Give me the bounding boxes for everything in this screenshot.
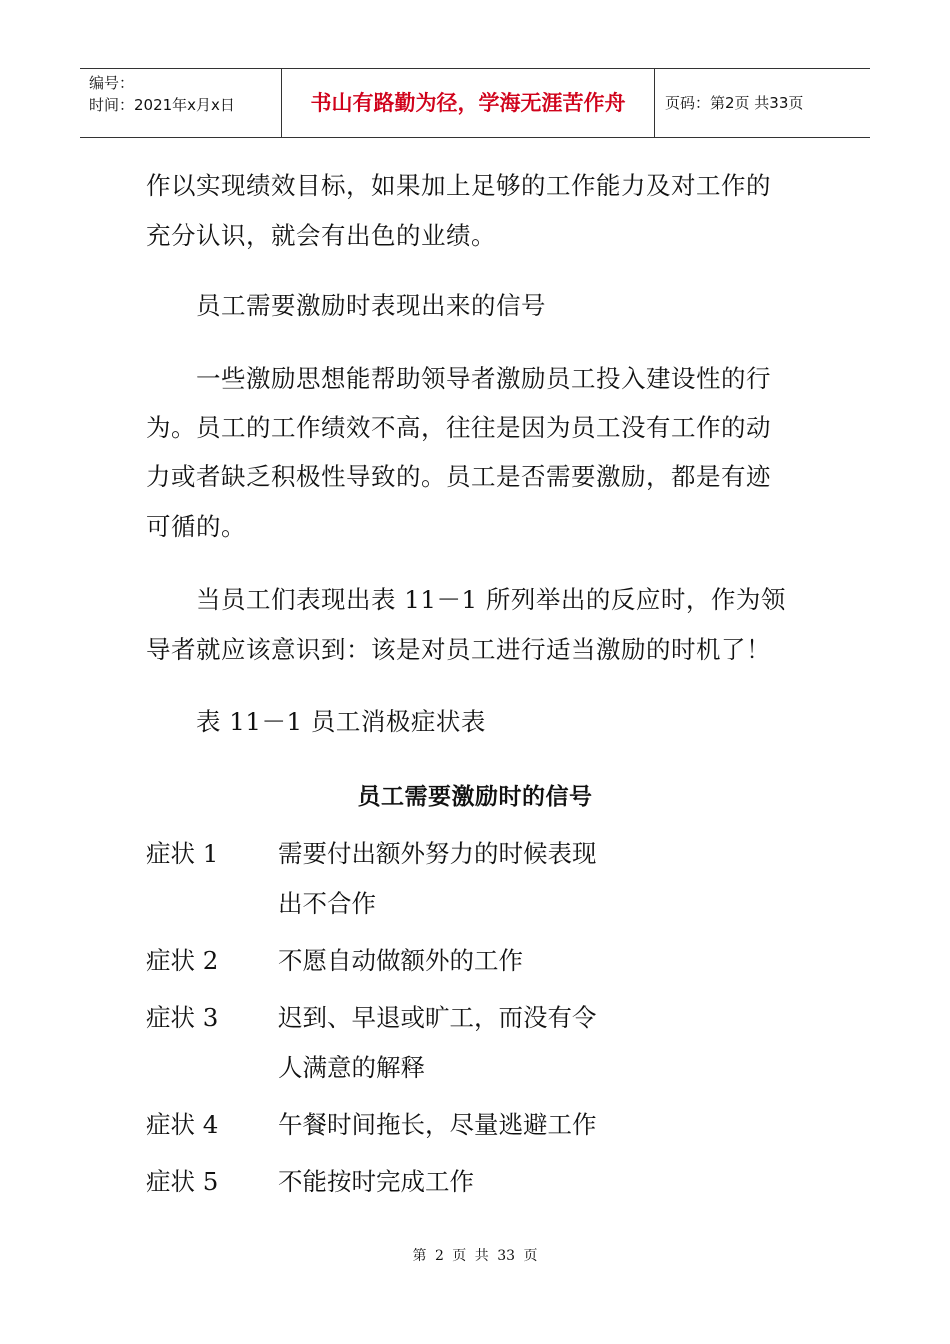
header-meta-cell bbox=[80, 69, 281, 137]
body-line: 充分认识，就会有出色的业绩。 bbox=[146, 221, 496, 250]
page-footer: 第 2 页 共 33 页 bbox=[412, 1248, 538, 1264]
section-heading: 员工需要激励时表现出来的信号 bbox=[196, 291, 546, 320]
body-line: 力或者缺乏积极性导致的。员工是否需要激励，都是有迹 bbox=[146, 462, 771, 491]
symptom-text: 不愿自动做额外的工作 bbox=[278, 946, 523, 975]
table-caption: 表 11－1 员工消极症状表 bbox=[196, 707, 486, 736]
body-line: 一些激励思想能帮助领导者激励员工投入建设性的行 bbox=[196, 364, 771, 393]
header-number-label: 编号： bbox=[89, 74, 135, 92]
symptom-text: 迟到、早退或旷工，而没有令 bbox=[278, 1003, 597, 1032]
table-title: 员工需要激励时的信号 bbox=[357, 784, 593, 810]
body-line: 当员工们表现出表 11－1 所列举出的反应时，作为领 bbox=[196, 585, 786, 614]
symptom-label: 症状 5 bbox=[146, 1167, 219, 1196]
symptom-label: 症状 3 bbox=[146, 1003, 219, 1032]
symptom-label: 症状 2 bbox=[146, 946, 219, 975]
page-header bbox=[80, 68, 870, 138]
header-time-label: 时间：2021年x月x日 bbox=[89, 96, 235, 114]
body-line: 为。员工的工作绩效不高，往往是因为员工没有工作的动 bbox=[146, 413, 771, 442]
header-motto: 书山有路勤为径，学海无涯苦作舟 bbox=[281, 69, 655, 137]
symptom-text: 午餐时间拖长，尽量逃避工作 bbox=[278, 1110, 597, 1139]
body-line: 导者就应该意识到：该是对员工进行适当激励的时机了！ bbox=[146, 635, 771, 664]
symptom-label: 症状 4 bbox=[146, 1110, 219, 1139]
symptom-text: 出不合作 bbox=[278, 889, 376, 918]
symptom-text: 不能按时完成工作 bbox=[278, 1167, 474, 1196]
body-line: 作以实现绩效目标，如果加上足够的工作能力及对工作的 bbox=[146, 171, 771, 200]
header-page-info: 页码：第2页 共33页 bbox=[665, 94, 804, 112]
body-line: 可循的。 bbox=[146, 512, 246, 541]
symptom-label: 症状 1 bbox=[146, 839, 219, 868]
symptom-text: 人满意的解释 bbox=[278, 1053, 425, 1082]
symptom-text: 需要付出额外努力的时候表现 bbox=[278, 839, 597, 868]
